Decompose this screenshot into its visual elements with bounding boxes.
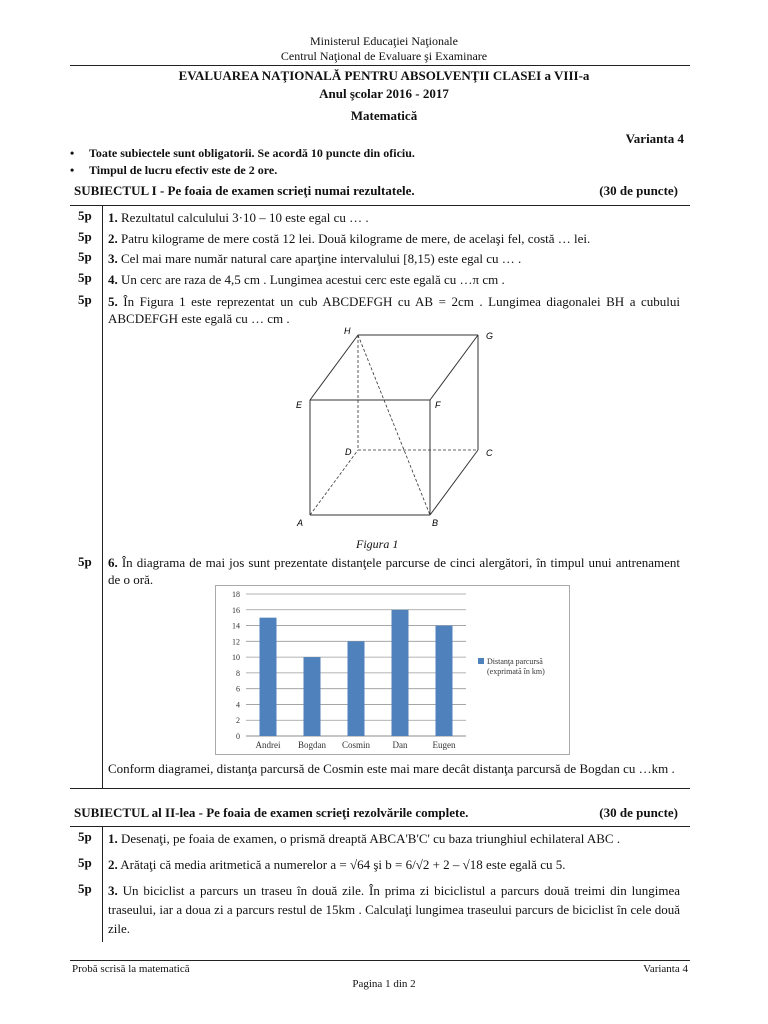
item-points: 5p <box>78 208 92 223</box>
edge-eh <box>310 335 358 400</box>
x-tick-label: Cosmin <box>341 740 371 750</box>
y-tick-label: 14 <box>232 621 240 631</box>
x-tick-label: Dan <box>392 740 408 750</box>
y-tick-label: 12 <box>232 637 240 647</box>
vertex-label-c: C <box>486 448 493 458</box>
legend-swatch <box>478 658 484 664</box>
edge-fg <box>430 335 478 400</box>
item-points: 5p <box>78 829 92 844</box>
chart-question: Conform diagramei, distanţa parcursă de Cosmin este mai mare decât distanţa parcursă de Bogdan cu …km . <box>108 761 675 776</box>
legend-label: (exprimată în km) <box>487 667 545 676</box>
vertex-label-e: E <box>296 400 303 410</box>
s2-question-1: 1. Desenaţi, pe foaia de examen, o prismă dreaptă ABCA'B'C' cu baza triunghiul echilateral ABC . <box>108 831 621 846</box>
item-points: 5p <box>78 249 92 264</box>
vertex-label-g: G <box>486 331 494 341</box>
footer-variant: Varianta 4 <box>643 963 688 975</box>
section1-heading: SUBIECTUL I - Pe foaia de examen scrieţi numai rezultatele. (30 de puncte) <box>74 183 678 198</box>
s2-question-2: 2. Arătaţi că media aritmetică a numerelor a = √64 şi b = 6/√2 + 2 – √18 este egală cu 5. <box>108 857 566 872</box>
item-points: 5p <box>78 881 92 896</box>
section2-column-rule <box>102 826 103 942</box>
figure-caption: Figura 1 <box>356 537 399 551</box>
question-5: 5. În Figura 1 este reprezentat un cub ABCDEFGH cu AB = 2cm . Lungimea diagonalei BH a cubului ABCDEFGH este egală cu … cm . <box>108 294 680 326</box>
question-2: 2. Patru kilograme de mere costă 12 lei. Două kilograme de mere, de acelaşi fel, costă … lei. <box>108 231 591 246</box>
x-tick-label: Bogdan <box>298 740 326 750</box>
edge-bc <box>430 450 478 515</box>
exam-title: EVALUAREA NAŢIONALĂ PENTRU ABSOLVENŢII CLASEI a VIII-a <box>178 68 590 83</box>
question-4: 4. Un cerc are raza de 4,5 cm . Lungimea acestui cerc este egală cu …π cm . <box>108 272 505 287</box>
y-tick-label: 8 <box>236 668 240 678</box>
x-tick-label: Andrei <box>255 740 281 750</box>
page-number: Pagina 1 din 2 <box>352 978 416 990</box>
vertex-label-b: B <box>432 518 439 528</box>
section2-top-rule <box>70 826 690 827</box>
y-tick-label: 18 <box>232 590 240 599</box>
variant-label: Varianta 4 <box>625 131 684 146</box>
section1-bottom-rule <box>70 788 690 789</box>
vertex-label-d: D <box>345 447 352 457</box>
footer-left: Probă scrisă la matematică <box>72 963 190 975</box>
bar-cosmin <box>348 641 365 736</box>
footer-divider <box>70 960 690 961</box>
bar-andrei <box>260 618 277 736</box>
x-tick-label: Eugen <box>432 740 456 750</box>
legend-label: Distanţa parcursă <box>487 657 543 666</box>
question-3: 3. Cel mai mare număr natural care aparţine intervalului [8,15) este egal cu … . <box>108 251 522 266</box>
y-tick-label: 4 <box>236 700 240 710</box>
section2-heading: SUBIECTUL al II-lea - Pe foaia de examen scrieţi rezolvările complete. (30 de puncte) <box>74 805 678 820</box>
item-points: 5p <box>78 292 92 307</box>
y-tick-label: 10 <box>232 653 240 663</box>
y-tick-label: 0 <box>236 732 240 741</box>
vertex-label-a: A <box>297 518 304 528</box>
ministry-name: Ministerul Educaţiei Naţionale <box>310 34 458 48</box>
item-points: 5p <box>78 229 92 244</box>
section1-top-rule <box>70 205 690 206</box>
edge-ad <box>310 450 358 515</box>
question-1: 1. Rezultatul calculului 3·10 – 10 este egal cu … . <box>108 210 369 225</box>
diagonal-bh <box>358 335 430 515</box>
instruction-item: • Timpul de lucru efectiv este de 2 ore. <box>70 163 278 177</box>
vertex-label-h: H <box>344 326 351 336</box>
header-divider <box>70 65 690 66</box>
item-points: 5p <box>78 554 92 569</box>
cube-figure <box>290 325 500 533</box>
center-name: Centrul Naţional de Evaluare şi Examinare <box>280 49 488 63</box>
item-points: 5p <box>78 270 92 285</box>
subject-title: Matematică <box>350 108 418 123</box>
instruction-item: • Toate subiectele sunt obligatorii. Se acordă 10 puncte din oficiu. <box>70 146 415 160</box>
bar-eugen <box>436 626 453 736</box>
instructions-list <box>70 146 415 180</box>
y-tick-label: 6 <box>236 684 240 694</box>
school-year: Anul şcolar 2016 - 2017 <box>319 86 449 101</box>
question-6: 6. În diagrama de mai jos sunt prezentate distanţele parcurse de cinci alergători, în timpul unui antrenament de o oră. <box>108 555 681 587</box>
y-tick-label: 16 <box>232 605 240 615</box>
section1-column-rule <box>102 205 103 788</box>
bar-chart <box>216 586 569 754</box>
s2-question-3: 3. Un biciclist a parcurs un traseu în două zile. În prima zi biciclistul a parcurs două treimi din lungimea traseului, iar a doua zi a parcurs restul de 15km . Calculaţi lungimea traseului parcurs de biciclist în cele două zile. <box>108 883 680 936</box>
bar-bogdan <box>304 657 321 736</box>
bar-dan <box>392 610 409 736</box>
chart-frame <box>215 585 570 755</box>
vertex-label-f: F <box>435 400 441 410</box>
item-points: 5p <box>78 855 92 870</box>
y-tick-label: 2 <box>236 716 240 726</box>
